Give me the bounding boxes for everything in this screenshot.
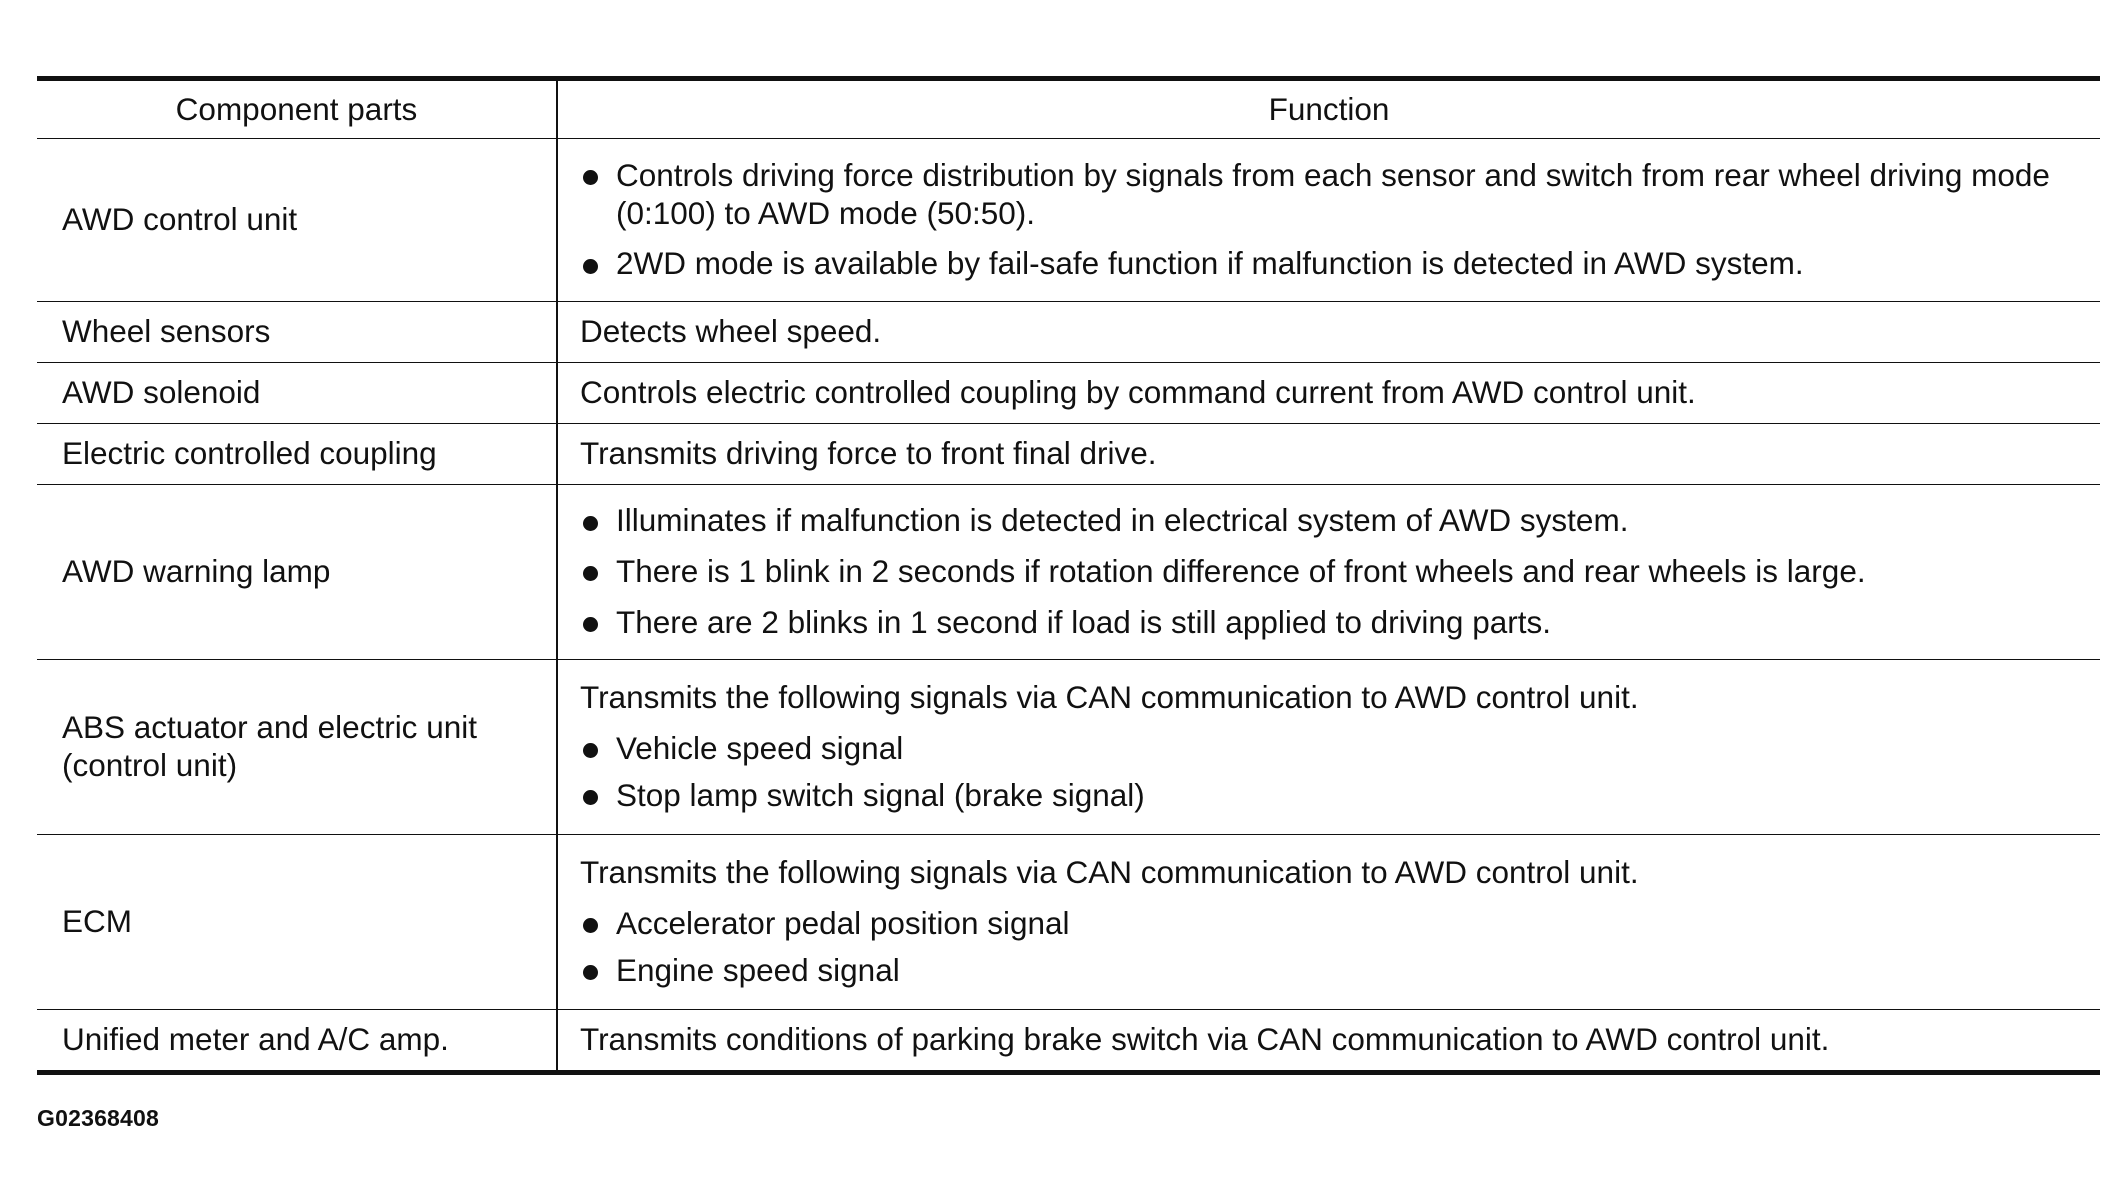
table-row <box>37 835 2100 1010</box>
bullet-dot-icon <box>583 790 598 805</box>
function-cell <box>557 139 2100 302</box>
list-item <box>580 502 2082 540</box>
header-component-parts: Component parts <box>37 79 557 139</box>
component-name: Unified meter and A/C amp. <box>37 1010 557 1073</box>
function-cell <box>557 485 2100 660</box>
list-item <box>580 952 2082 990</box>
table-header-row <box>37 79 2100 139</box>
bullet-text: Stop lamp switch signal (brake signal) <box>616 776 1145 813</box>
function-text: Detects wheel speed. <box>557 302 2100 363</box>
component-name: ECM <box>37 835 557 1010</box>
function-text: Transmits the following signals via CAN communication to AWD control unit. <box>580 679 1639 716</box>
list-item <box>580 604 2082 642</box>
bullet-dot-icon <box>583 918 598 933</box>
list-item <box>580 730 2082 768</box>
component-name: AWD solenoid <box>37 363 557 424</box>
bullet-dot-icon <box>583 566 598 581</box>
bullet-text: Controls driving force distribution by signals from each sensor and switch from rear wheel driving mode (0:100) to AWD mode (50:50). <box>616 156 2050 231</box>
header-function: Function <box>557 79 2100 139</box>
bullet-text: Vehicle speed signal <box>616 730 904 767</box>
table-row <box>37 363 2100 424</box>
bullet-text: Illuminates if malfunction is detected in electrical system of AWD system. <box>616 502 1629 539</box>
function-bullet-list <box>580 502 2082 641</box>
table-row <box>37 660 2100 835</box>
bullet-text: Accelerator pedal position signal <box>616 905 1070 942</box>
bullet-text: There is 1 blink in 2 seconds if rotation difference of front wheels and rear wheels is large. <box>616 553 1866 590</box>
table-row <box>37 1010 2100 1073</box>
figure-id: G02368408 <box>37 1105 160 1131</box>
bullet-dot-icon <box>583 516 598 531</box>
function-text: Transmits the following signals via CAN communication to AWD control unit. <box>580 854 1639 891</box>
list-item <box>580 553 2082 591</box>
table-row <box>37 302 2100 363</box>
component-name: Wheel sensors <box>37 302 557 363</box>
list-item <box>580 777 2082 815</box>
bullet-dot-icon <box>583 259 598 274</box>
function-bullet-list <box>580 905 2082 990</box>
function-text: Transmits driving force to front final drive. <box>557 424 2100 485</box>
bullet-text: 2WD mode is available by fail-safe function if malfunction is detected in AWD system. <box>616 245 1804 282</box>
list-item <box>580 157 2082 233</box>
bullet-dot-icon <box>583 965 598 980</box>
component-name: ABS actuator and electric unit (control unit) <box>37 660 557 835</box>
bullet-dot-icon <box>583 743 598 758</box>
function-bullet-list <box>580 730 2082 815</box>
function-text: Controls electric controlled coupling by command current from AWD control unit. <box>557 363 2100 424</box>
component-name: AWD control unit <box>37 139 557 302</box>
component-function-table <box>37 76 2100 1075</box>
bullet-text: Engine speed signal <box>616 951 900 988</box>
function-text: Transmits conditions of parking brake switch via CAN communication to AWD control unit. <box>557 1010 2100 1073</box>
bullet-dot-icon <box>583 170 598 185</box>
component-name: Electric controlled coupling <box>37 424 557 485</box>
bullet-dot-icon <box>583 617 598 632</box>
component-name: AWD warning lamp <box>37 485 557 660</box>
table-row <box>37 424 2100 485</box>
list-item <box>580 905 2082 943</box>
function-cell <box>557 835 2100 1010</box>
function-bullet-list <box>580 157 2082 283</box>
function-cell <box>557 660 2100 835</box>
table-row <box>37 139 2100 302</box>
list-item <box>580 245 2082 283</box>
bullet-text: There are 2 blinks in 1 second if load is still applied to driving parts. <box>616 603 1551 640</box>
table-row <box>37 485 2100 660</box>
